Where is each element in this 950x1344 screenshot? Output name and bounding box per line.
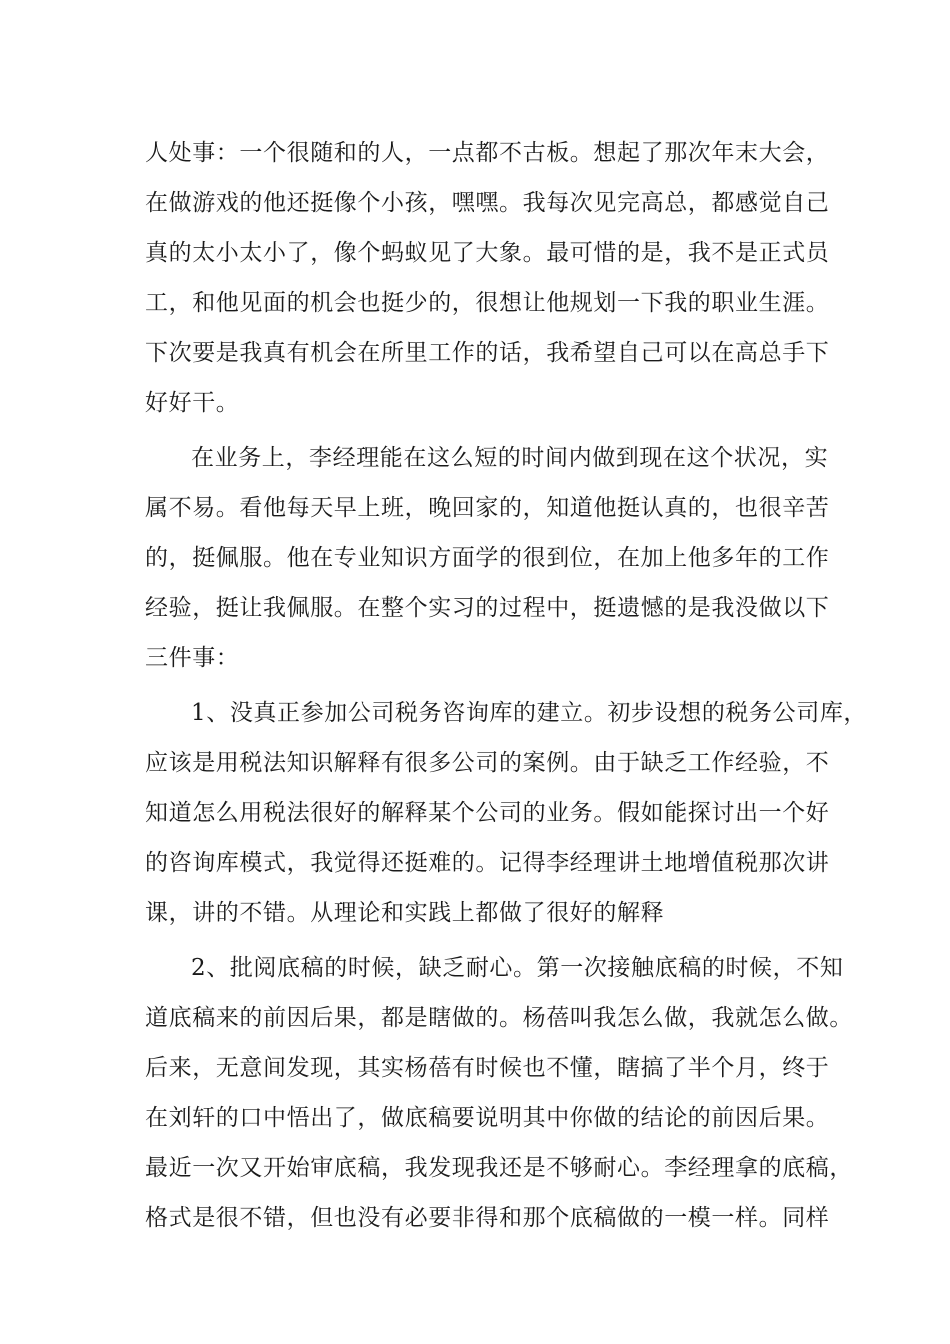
body-text	[145, 128, 868, 1243]
text-line: 课，讲的不错。从理论和实践上都做了很好的解释	[145, 900, 665, 926]
text-line: 好好干。	[145, 390, 240, 416]
text-line: 的咨询库模式，我觉得还挺难的。记得李经理讲土地增值税那次讲	[145, 850, 830, 876]
text-line: 的，挺佩服。他在专业知识方面学的很到位，在加上他多年的工作	[145, 545, 830, 571]
text-line: 应该是用税法知识解释有很多公司的案例。由于缺乏工作经验，不	[145, 750, 830, 776]
text-line: 最近一次又开始审底稿，我发现我还是不够耐心。李经理拿的底稿，	[145, 1155, 853, 1181]
list-item-1-start-line: 1、没真正参加公司税务咨询库的建立。初步设想的税务公司库，	[191, 700, 868, 726]
text-line: 三件事：	[145, 645, 240, 671]
text-line: 经验，挺让我佩服。在整个实习的过程中，挺遗憾的是我没做以下	[145, 595, 830, 621]
paragraph-start-line: 在业务上，李经理能在这么短的时间内做到现在这个状况，实	[191, 445, 829, 471]
text-line: 下次要是我真有机会在所里工作的话，我希望自己可以在高总手下	[145, 340, 830, 366]
text-line: 工，和他见面的机会也挺少的，很想让他规划一下我的职业生涯。	[145, 290, 830, 316]
text-line: 在刘轩的口中悟出了，做底稿要说明其中你做的结论的前因后果。	[145, 1105, 830, 1131]
text-line: 道底稿来的前因后果，都是瞎做的。杨蓓叫我怎么做，我就怎么做。	[145, 1005, 853, 1031]
text-line: 真的太小太小了，像个蚂蚁见了大象。最可惜的是，我不是正式员	[145, 240, 830, 266]
text-line: 后来，无意间发现，其实杨蓓有时候也不懂，瞎搞了半个月，终于	[145, 1055, 830, 1081]
text-line: 在做游戏的他还挺像个小孩，嘿嘿。我每次见完高总，都感觉自己	[145, 190, 830, 216]
list-item-2-start-line: 2、批阅底稿的时候，缺乏耐心。第一次接触底稿的时候，不知	[191, 955, 844, 981]
text-line: 人处事：一个很随和的人，一点都不古板。想起了那次年末大会，	[145, 140, 830, 166]
text-line: 知道怎么用税法很好的解释某个公司的业务。假如能探讨出一个好	[145, 800, 830, 826]
text-line: 属不易。看他每天早上班，晚回家的，知道他挺认真的，也很辛苦	[145, 495, 830, 521]
text-line: 格式是很不错，但也没有必要非得和那个底稿做的一模一样。同样	[145, 1205, 830, 1231]
